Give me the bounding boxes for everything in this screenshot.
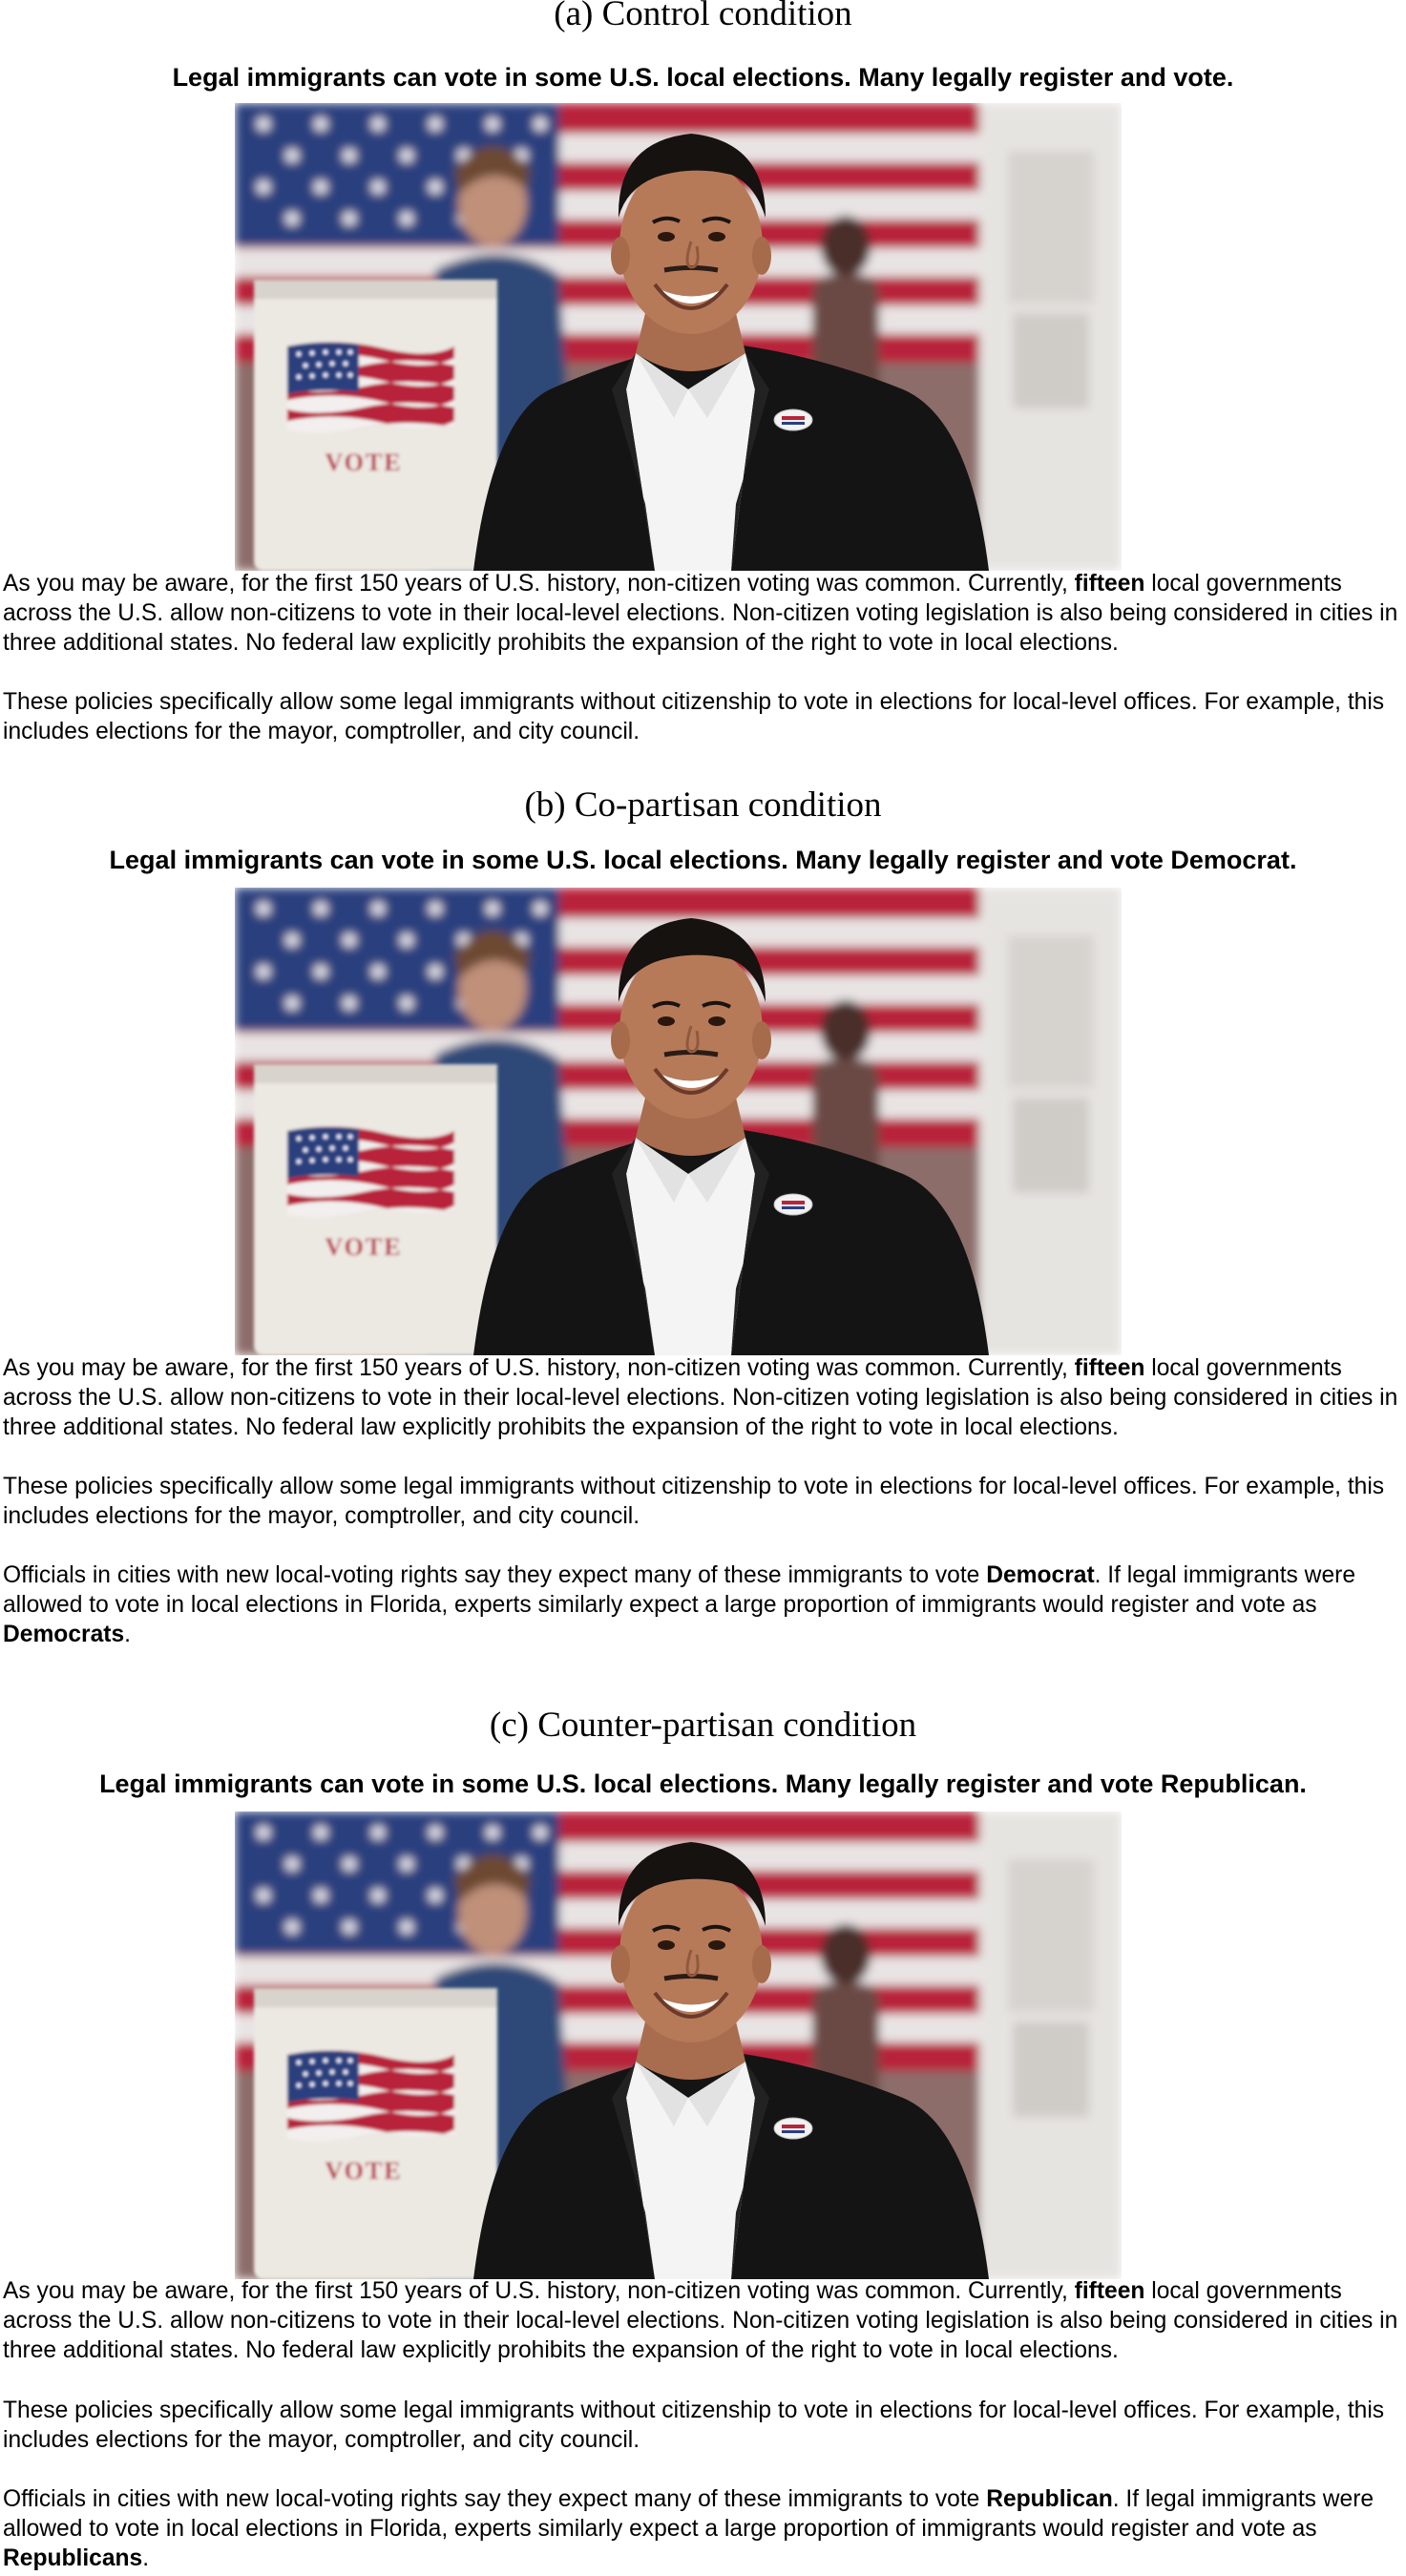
panel-c-paragraph-1: As you may be aware, for the first 150 years of U.S. history, non-citizen voting was common. Currently, fifteen local governments across the U.S. allow non-citizens to vote in their local-level elections. Non-citizen voting legislation is also being considered in cities in three additional states. No federal law explicitly prohibits the expansion of the right to vote in local elections.: [3, 2278, 1398, 2363]
panel-a-paragraph-1: As you may be aware, for the first 150 years of U.S. history, non-citizen voting was common. Currently, fifteen local governments across the U.S. allow non-citizens to vote in their local-level elections. Non-citizen voting legislation is also being considered in cities in three additional states. No federal law explicitly prohibits the expansion of the right to vote in local elections.: [3, 571, 1398, 656]
panel-b-photo: [235, 888, 1122, 1355]
panel-c-paragraph-3: Officials in cities with new local-voting rights say they expect many of these immigrants to vote Republican. If legal immigrants were allowed to vote in local elections in Florida, experts similarly expect a large proportion of immigrants would register and vote as Republicans.: [3, 2486, 1375, 2571]
panel-b-paragraph-2: These policies specifically allow some legal immigrants without citizenship to vote in elections for local-level offices. For example, this includes elections for the mayor, comptroller, and city council.: [3, 1474, 1385, 1529]
panel-c-title: (c) Counter-partisan condition: [489, 1706, 917, 1745]
booth-vote-text: VOTE: [325, 449, 403, 476]
panel-b-paragraph-3: Officials in cities with new local-voting rights say they expect many of these immigrants to vote Democrat. If legal immigrants were allowed to vote in local elections in Florida, experts similarly expect a large proportion of immigrants would register and vote as Democrats.: [3, 1562, 1355, 1647]
panel-c-headline: Legal immigrants can vote in some U.S. local elections. Many legally register and vote Republican.: [99, 1770, 1307, 1798]
panel-a-photo: [235, 103, 1122, 571]
panel-b-title: (b) Co-partisan condition: [524, 785, 882, 825]
booth-vote-text: VOTE: [325, 1233, 403, 1261]
panel-c-photo: [235, 1812, 1122, 2279]
panel-a-headline: Legal immigrants can vote in some U.S. local elections. Many legally register and vote.: [172, 63, 1234, 92]
panel-c-paragraph-2: These policies specifically allow some legal immigrants without citizenship to vote in elections for local-level offices. For example, this includes elections for the mayor, comptroller, and city council.: [3, 2398, 1385, 2453]
panel-a-title: (a) Control condition: [554, 0, 852, 33]
booth-vote-text: VOTE: [325, 2157, 403, 2185]
panel-a-paragraph-2: These policies specifically allow some legal immigrants without citizenship to vote in elections for local-level offices. For example, this includes elections for the mayor, comptroller, and city council.: [3, 689, 1385, 744]
panel-b-paragraph-1: As you may be aware, for the first 150 years of U.S. history, non-citizen voting was common. Currently, fifteen local governments across the U.S. allow non-citizens to vote in their local-level elections. Non-citizen voting legislation is also being considered in cities in three additional states. No federal law explicitly prohibits the expansion of the right to vote in local elections.: [3, 1355, 1398, 1440]
panel-b-headline: Legal immigrants can vote in some U.S. local elections. Many legally register and vote Democrat.: [109, 846, 1297, 874]
